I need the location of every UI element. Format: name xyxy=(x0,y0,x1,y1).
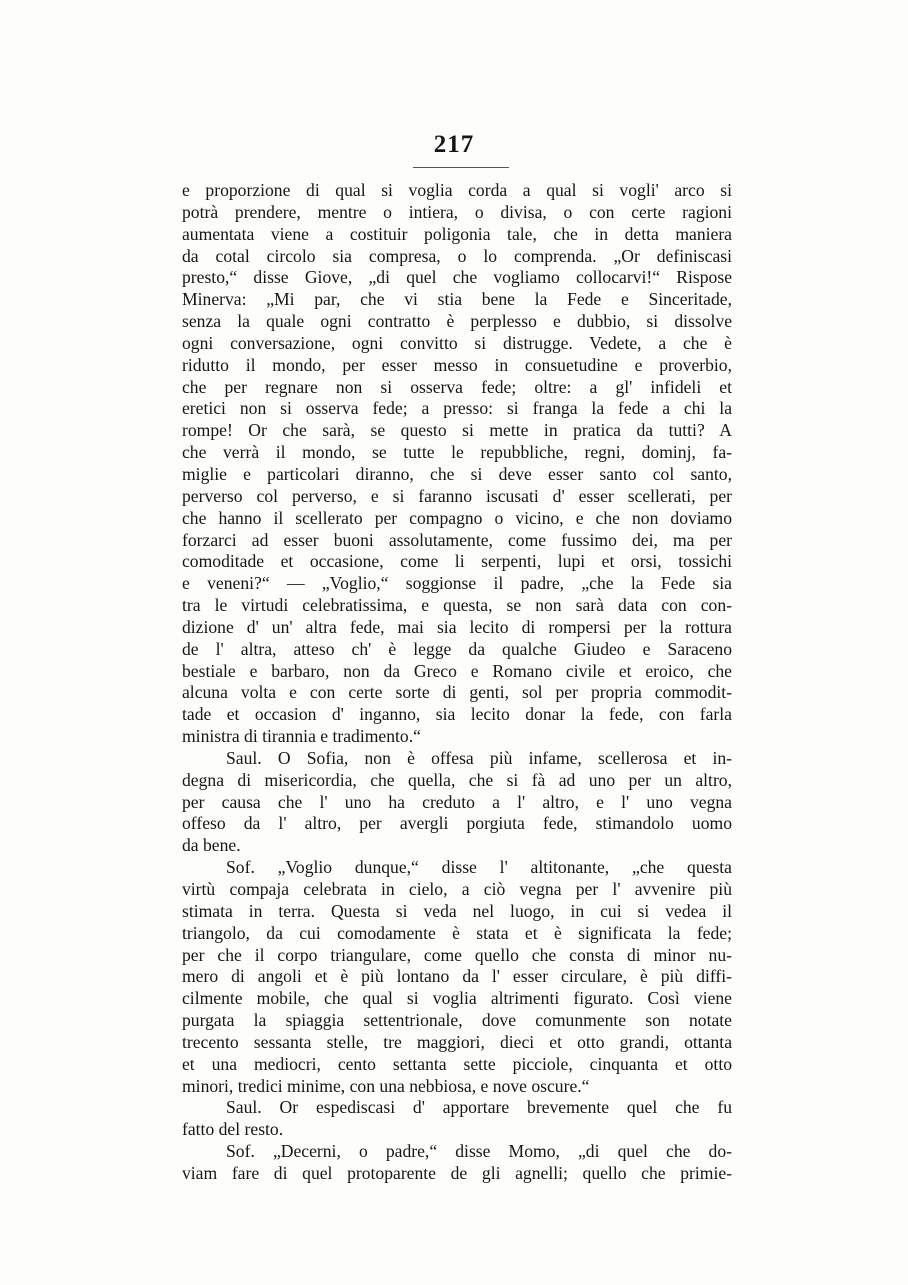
text-line: che per regnare non si osserva fede; oltre: a gl' infideli et xyxy=(182,376,732,397)
text-line: degna di misericordia, che quella, che si fà ad uno per un altro, xyxy=(182,769,732,790)
speaker-line: Sof. „Decerni, o padre,“ disse Momo, „di quel che do- xyxy=(226,1141,732,1162)
text-line: mero di angoli et è più lontano da l' esser circulare, è più diffi- xyxy=(182,966,732,987)
text-line: et una mediocri, cento settanta sette picciole, cinquanta et otto xyxy=(182,1053,732,1074)
text-line: Minerva: „Mi par, che vi stia bene la Fede e Sinceritade, xyxy=(182,289,732,310)
text-line: per che il corpo triangulare, come quello che consta di minor nu- xyxy=(182,944,732,965)
text-line: ministra di tirannia e tradimento.“ xyxy=(182,726,421,747)
speaker-line: Saul. Or espediscasi d' apportare brevemente quel che fu xyxy=(226,1097,732,1118)
text-line: che verrà il mondo, se tutte le repubbliche, regni, dominj, fa- xyxy=(182,442,732,463)
text-line: fatto del resto. xyxy=(182,1119,284,1140)
text-line: potrà prendere, mentre o intiera, o divisa, o con certe ragioni xyxy=(182,201,732,222)
text-line: trecento sessanta stelle, tre maggiori, dieci et otto grandi, ottanta xyxy=(182,1031,732,1052)
text-line: aumentata viene a costituir poligonia tale, che in detta maniera xyxy=(182,223,732,244)
text-line: viam fare di quel protoparente de gli agnelli; quello che primie- xyxy=(182,1162,732,1183)
text-line: presto,“ disse Giove, „di quel che vogliamo collocarvi!“ Rispose xyxy=(182,267,732,288)
text-line: da bene. xyxy=(182,835,241,856)
text-line: alcuna volta e con certe sorte di genti, sol per propria commodit- xyxy=(182,682,732,703)
text-line: ogni conversazione, ogni convitto si distrugge. Vedete, a che è xyxy=(182,332,732,353)
text-line: eretici non si osserva fede; a presso: si franga la fede a chi la xyxy=(182,398,732,419)
text-line: tade et occasion d' inganno, sia lecito donar la fede, con farla xyxy=(182,704,732,725)
text-line: per causa che l' uno ha creduto a l' altro, e l' uno vegna xyxy=(182,791,732,812)
text-line: perverso col perverso, e si faranno iscusati d' esser scellerati, per xyxy=(182,485,732,506)
page-number: 217 xyxy=(433,131,475,158)
text-line: virtù compaja celebrata in cielo, a ciò vegna per l' avvenire più xyxy=(182,879,732,899)
text-line: bestiale e barbaro, non da Greco e Romano civile et eroico, che xyxy=(182,660,732,681)
text-line: triangolo, da cui comodamente è stata et è significata la fede; xyxy=(182,922,732,943)
text-line: miglie e particolari diranno, che si deve esser santo col santo, xyxy=(182,463,732,484)
speaker-line: Sof. „Voglio dunque,“ disse l' altitonante, „che questa xyxy=(226,857,732,878)
text-line: ridutto il mondo, per esser messo in consuetudine e proverbio, xyxy=(182,354,732,375)
header-rule xyxy=(413,167,509,168)
text-line: offeso da l' altro, per avergli porgiuta fede, stimandolo uomo xyxy=(182,813,732,834)
text-line: purgata la spiaggia settentrionale, dove comunmente son notate xyxy=(182,1010,732,1031)
text-line: e veneni?“ — „Voglio,“ soggionse il padre, „che la Fede sia xyxy=(182,573,732,594)
text-line: senza la quale ogni contratto è perplesso e dubbio, si dissolve xyxy=(182,311,732,332)
body-text xyxy=(182,180,732,1185)
speaker-line: Saul. O Sofia, non è offesa più infame, scellerosa et in- xyxy=(226,747,732,768)
text-line: cilmente mobile, che qual si voglia altrimenti figurato. Così viene xyxy=(182,988,732,1009)
text-line: dizione d' un' altra fede, mai sia lecito di rompersi per la rottura xyxy=(182,616,732,637)
text-line: e proporzione di qual si voglia corda a qual si vogli' arco si xyxy=(182,180,732,200)
text-line: minori, tredici minime, con una nebbiosa, e nove oscure.“ xyxy=(182,1075,590,1096)
text-line: de l' altra, atteso ch' è legge da qualche Giudeo e Saraceno xyxy=(182,638,732,659)
text-line: da cotal circolo sia compresa, o lo comprenda. „Or definiscasi xyxy=(182,245,732,266)
text-line: che hanno il scellerato per compagno o vicino, e che non doviamo xyxy=(182,507,732,528)
text-line: forzarci ad esser buoni assolutamente, come fussimo dei, ma per xyxy=(182,529,732,550)
text-line: tra le virtudi celebratissima, e questa, se non sarà data con con- xyxy=(182,595,732,616)
text-line: comoditade et occasione, come li serpenti, lupi et orsi, tossichi xyxy=(182,551,732,572)
text-line: stimata in terra. Questa si veda nel luogo, in cui si vedea il xyxy=(182,900,732,921)
text-line: rompe! Or che sarà, se questo si mette in pratica da tutti? A xyxy=(182,420,732,441)
